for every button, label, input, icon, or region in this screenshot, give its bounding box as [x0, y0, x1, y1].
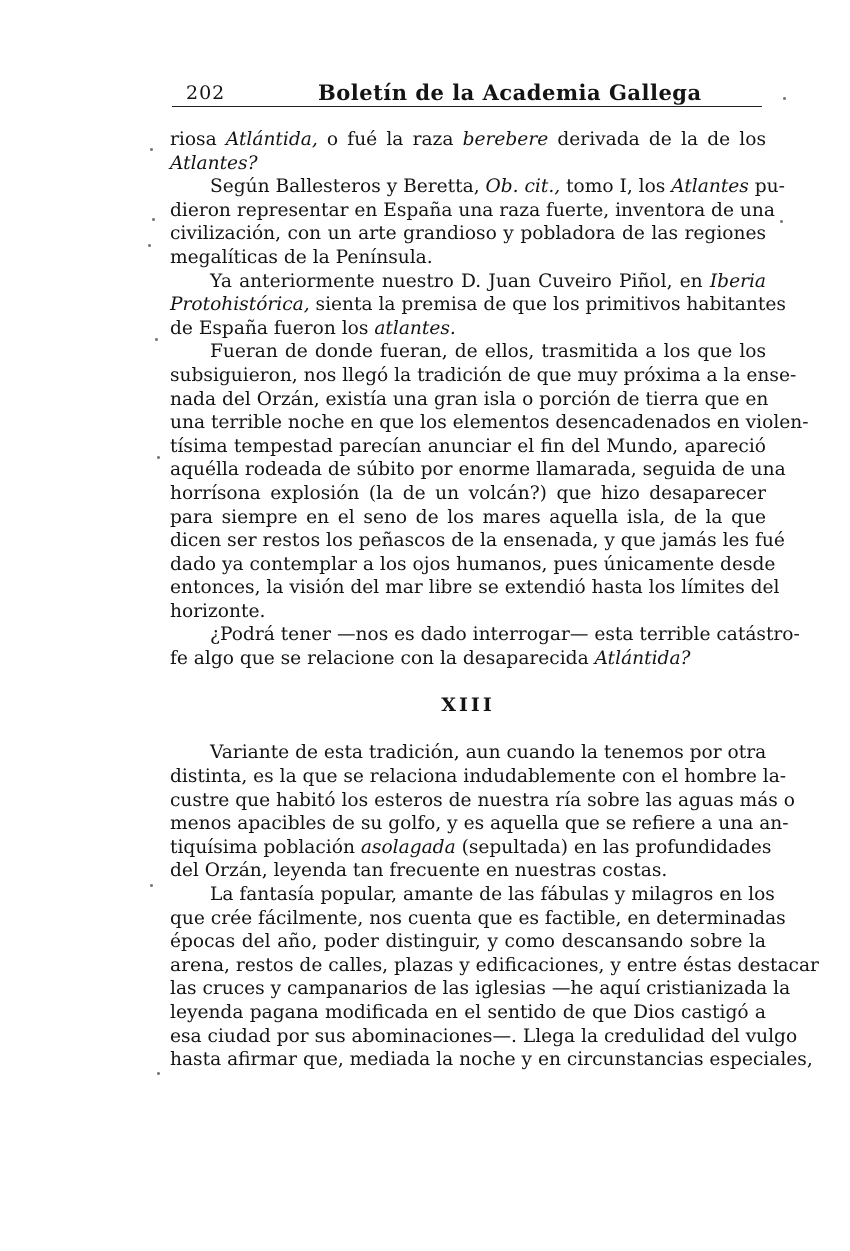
text-run: de España fueron los	[170, 317, 375, 339]
text-run: una terrible noche en que los elementos desencadenados en violen-	[170, 412, 809, 434]
text-line	[170, 647, 766, 671]
text-line	[170, 340, 766, 364]
text-run: épocas del año, poder distinguir, y como descansando sobre la	[170, 931, 766, 953]
text-run: tomo I, los	[560, 176, 672, 198]
text-line	[170, 128, 766, 152]
italic-text: Protohistórica,	[170, 294, 310, 316]
italic-text: Atlantes?	[170, 152, 258, 174]
page-number: 202	[186, 82, 226, 104]
italic-text: Atlantes	[671, 176, 749, 198]
text-run: dicen ser restos los peñascos de la ensenada, y que jamás les fué	[170, 530, 785, 552]
text-line	[170, 388, 769, 412]
scan-speck	[150, 148, 153, 151]
text-run: dado ya contemplar a los ojos humanos, pues únicamente desde	[170, 553, 776, 575]
text-line	[170, 741, 766, 765]
text-line	[170, 364, 797, 388]
text-line	[170, 1025, 798, 1049]
text-line	[170, 977, 791, 1001]
scan-speck	[157, 456, 160, 459]
text-line	[170, 529, 785, 553]
scan-speck	[150, 884, 153, 887]
text-run: fe algo que se relacione con la desaparecida	[170, 648, 595, 670]
text-line	[170, 789, 795, 813]
text-run: horrísona explosión (la de un volcán?) que hizo desaparecer	[170, 482, 766, 504]
text-run: ¿Podrá tener —nos es dado interrogar— esta terrible catástro-	[210, 624, 800, 646]
text-line	[170, 246, 766, 270]
scan-speck	[155, 338, 158, 341]
running-head	[172, 80, 762, 107]
text-line	[170, 317, 766, 341]
text-line	[170, 553, 776, 577]
text-line	[170, 836, 772, 860]
text-line	[170, 270, 766, 294]
text-run: del Orzán, leyenda tan frecuente en nuestras costas.	[170, 860, 668, 882]
text-run: Variante de esta tradición, aun cuando la tenemos por otra	[210, 742, 767, 764]
text-line	[170, 458, 786, 482]
text-run: (sepultada) en las profundidades	[455, 836, 772, 858]
body-text	[170, 128, 819, 1072]
text-line	[170, 600, 766, 624]
text-run: horizonte.	[170, 600, 266, 622]
text-line	[170, 623, 800, 647]
text-run: que crée fácilmente, nos cuenta que es factible, en determinadas	[170, 907, 786, 929]
section-heading	[170, 694, 766, 718]
text-run: Según Ballesteros y Beretta,	[210, 176, 486, 198]
text-line	[170, 765, 787, 789]
text-run: Fueran de donde fueran, de ellos, trasmitida a los que los	[210, 341, 766, 363]
journal-title: Boletín de la Academia Gallega	[318, 80, 702, 105]
text-line	[170, 1048, 813, 1072]
text-line	[170, 293, 786, 317]
scan-speck	[152, 218, 155, 221]
text-line	[170, 506, 766, 530]
text-run: custre que habitó los esteros de nuestra ría sobre las aguas más o	[170, 789, 795, 811]
text-run: menos apacibles de su golfo, y es aquella que se refiere a una an-	[170, 813, 789, 835]
text-line	[170, 435, 766, 459]
text-line	[170, 1001, 766, 1025]
italic-text: Atlántida?	[594, 648, 691, 670]
italic-text: atlantes.	[374, 317, 456, 339]
text-line	[170, 411, 809, 435]
text-line	[170, 482, 766, 506]
text-line	[170, 175, 785, 199]
text-run: hasta afirmar que, mediada la noche y en circunstancias especiales,	[170, 1049, 813, 1071]
text-run: civilización, con un arte grandioso y pobladora de las regiones	[170, 223, 766, 245]
text-line	[170, 954, 819, 978]
scan-speck	[780, 220, 783, 223]
blank-line	[170, 671, 766, 695]
text-line	[170, 812, 789, 836]
text-run: distinta, es la que se relaciona indudablemente con el hombre la-	[170, 766, 787, 788]
scan-speck	[157, 1072, 160, 1075]
text-run: tiquísima población	[170, 836, 361, 858]
italic-text: Ob. cit.,	[485, 176, 561, 198]
text-run: leyenda pagana modificada en el sentido de que Dios castigó a	[170, 1001, 766, 1023]
text-run: para siempre en el seno de los mares aquella isla, de la que	[170, 506, 766, 528]
italic-text: Atlántida,	[225, 129, 318, 150]
italic-text: berebere	[462, 129, 549, 150]
text-run: riosa	[170, 129, 226, 150]
italic-text: asolagada	[360, 836, 456, 858]
scan-speck	[148, 244, 151, 247]
text-line	[170, 859, 766, 883]
text-line	[170, 576, 780, 600]
text-run: arena, restos de calles, plazas y edificaciones, y entre éstas destacar	[170, 954, 819, 976]
text-run: nada del Orzán, existía una gran isla o porción de tierra que en	[170, 388, 769, 410]
text-run: dieron representar en España una raza fuerte, inventora de una	[170, 199, 775, 221]
text-line	[170, 152, 766, 176]
scan-speck	[783, 97, 786, 100]
text-run: tísima tempestad parecían anunciar el fin del Mundo, apareció	[170, 435, 766, 457]
text-run: sienta la premisa de que los primitivos habitantes	[309, 294, 786, 316]
text-line	[170, 199, 775, 223]
italic-text: Iberia	[709, 270, 766, 292]
text-run: subsiguieron, nos llegó la tradición de que muy próxima a la ense-	[170, 364, 797, 386]
text-run: esa ciudad por sus abominaciones—. Llega la credulidad del vulgo	[170, 1025, 798, 1047]
text-run: entonces, la visión del mar libre se extendió hasta los límites del	[170, 577, 780, 599]
text-line	[170, 883, 775, 907]
text-run: pu-	[748, 176, 785, 198]
text-run: las cruces y campanarios de las iglesias —he aquí cristianizada la	[170, 978, 791, 1000]
text-run: o fué la raza	[317, 129, 463, 150]
text-run: La fantasía popular, amante de las fábulas y milagros en los	[210, 884, 775, 905]
text-run: megalíticas de la Península.	[170, 246, 433, 268]
text-line	[170, 222, 766, 246]
text-line	[170, 930, 766, 954]
text-run: XIII	[441, 694, 495, 717]
blank-line	[170, 718, 766, 742]
text-run: aquélla rodeada de súbito por enorme llamarada, seguida de una	[170, 459, 786, 481]
text-run: Ya anteriormente nuestro D. Juan Cuveiro Piñol, en	[210, 270, 710, 292]
text-line	[170, 907, 786, 931]
text-run: derivada de la de los	[548, 129, 766, 150]
